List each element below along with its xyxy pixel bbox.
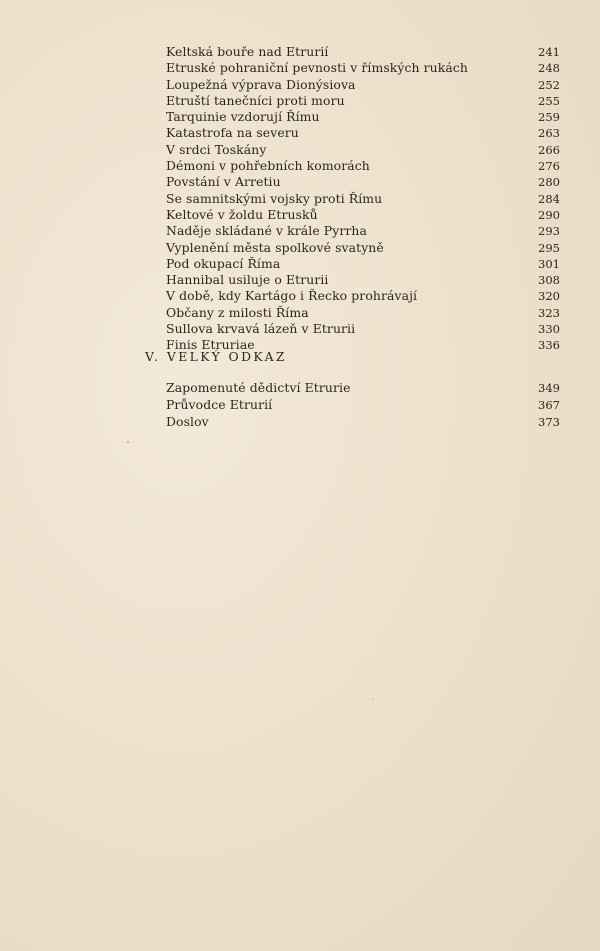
toc-entry-page: 252 xyxy=(538,77,560,92)
toc-entry-title: Katastrofa na severu xyxy=(166,125,299,141)
toc-entry-title: Povstání v Arretiu xyxy=(166,174,281,190)
toc-entry-page: 336 xyxy=(538,338,560,353)
toc-entry xyxy=(166,191,560,207)
toc-entry-page: 295 xyxy=(538,240,560,255)
toc-entry xyxy=(166,396,560,413)
toc-entry xyxy=(166,413,560,430)
toc-entry-title: Občany z milosti Říma xyxy=(166,304,309,320)
toc-entry xyxy=(166,207,560,223)
toc-entry-title: Sullova krvavá lázeň v Etrurii xyxy=(166,321,356,337)
paper-speck xyxy=(372,698,374,700)
toc-entry xyxy=(166,256,560,272)
toc-entry-page: 284 xyxy=(538,191,560,206)
toc-entry-title: V době, kdy Kartágo i Řecko prohrávají xyxy=(166,288,418,304)
toc-entry-title: Etruské pohraniční pevnosti v římských rukách xyxy=(166,60,468,76)
toc-entry-title: Etruští tanečníci proti moru xyxy=(166,92,345,108)
toc-entry xyxy=(166,288,560,304)
toc-list-section-5 xyxy=(166,379,560,430)
toc-entry xyxy=(166,379,560,396)
toc-entry-page: 320 xyxy=(538,289,560,304)
toc-entry-page: 330 xyxy=(538,322,560,337)
toc-entry xyxy=(166,60,560,76)
toc-entry-page: 308 xyxy=(538,273,560,288)
toc-entry-title: Hannibal usiluje o Etrurii xyxy=(166,272,329,288)
toc-entry-title: Keltská bouře nad Etrurií xyxy=(166,44,329,59)
toc-entry-page: 373 xyxy=(538,415,560,429)
toc-entry xyxy=(166,44,560,60)
toc-entry-title: Zapomenuté dědictví Etrurie xyxy=(166,380,351,395)
toc-entry xyxy=(166,158,560,174)
toc-entry xyxy=(166,174,560,190)
toc-entry-title: Se samnitskými vojsky proti Římu xyxy=(166,190,383,206)
toc-entry-page: 263 xyxy=(538,126,560,141)
toc-entry-page: 241 xyxy=(538,45,560,59)
toc-entry xyxy=(166,77,560,93)
toc-entry-page: 255 xyxy=(538,93,560,108)
toc-entry xyxy=(166,109,560,125)
toc-entry xyxy=(166,321,560,337)
toc-entry-title: Tarquinie vzdorují Římu xyxy=(166,109,320,125)
toc-entry-page: 323 xyxy=(538,305,560,320)
toc-entry xyxy=(166,272,560,288)
toc-entry-page: 276 xyxy=(538,159,560,174)
toc-entry xyxy=(166,142,560,158)
toc-entry-title: Naděje skládané v krále Pyrrha xyxy=(166,223,367,239)
toc-entry-page: 248 xyxy=(538,61,560,76)
toc-entry-page: 293 xyxy=(538,224,560,239)
toc-entry-page: 367 xyxy=(538,398,560,412)
toc-entry xyxy=(166,125,560,141)
paper-speck xyxy=(127,441,129,443)
toc-entry-title: Keltové v žoldu Etrusků xyxy=(166,206,318,222)
toc-entry-page: 266 xyxy=(538,142,560,157)
toc-entry xyxy=(166,305,560,321)
toc-entry-page: 280 xyxy=(538,175,560,190)
toc-entry-title: Pod okupací Říma xyxy=(166,255,281,271)
toc-entry xyxy=(166,240,560,256)
toc-entry-title: Finis Etruriae xyxy=(166,337,255,353)
toc-entry-title: Průvodce Etrurií xyxy=(166,397,273,412)
toc-entry-title: Démoni v pohřebních komorách xyxy=(166,158,370,174)
toc-entry-page: 259 xyxy=(538,110,560,125)
toc-entry xyxy=(166,223,560,239)
toc-entry-title: V srdci Toskány xyxy=(166,141,267,157)
toc-entry-page: 290 xyxy=(538,207,560,222)
toc-entry-title: Doslov xyxy=(166,414,209,429)
toc-entry-page: 301 xyxy=(538,256,560,271)
toc-entry xyxy=(166,93,560,109)
section-heading: V. VELKÝ ODKAZ xyxy=(145,349,287,364)
toc-entry-title: Vyplenění města spolkové svatyně xyxy=(166,239,384,255)
toc-entry-title: Loupežná výprava Dionýsiova xyxy=(166,76,356,92)
toc-entry-page: 349 xyxy=(538,381,560,395)
toc-list-section-4 xyxy=(166,44,560,354)
